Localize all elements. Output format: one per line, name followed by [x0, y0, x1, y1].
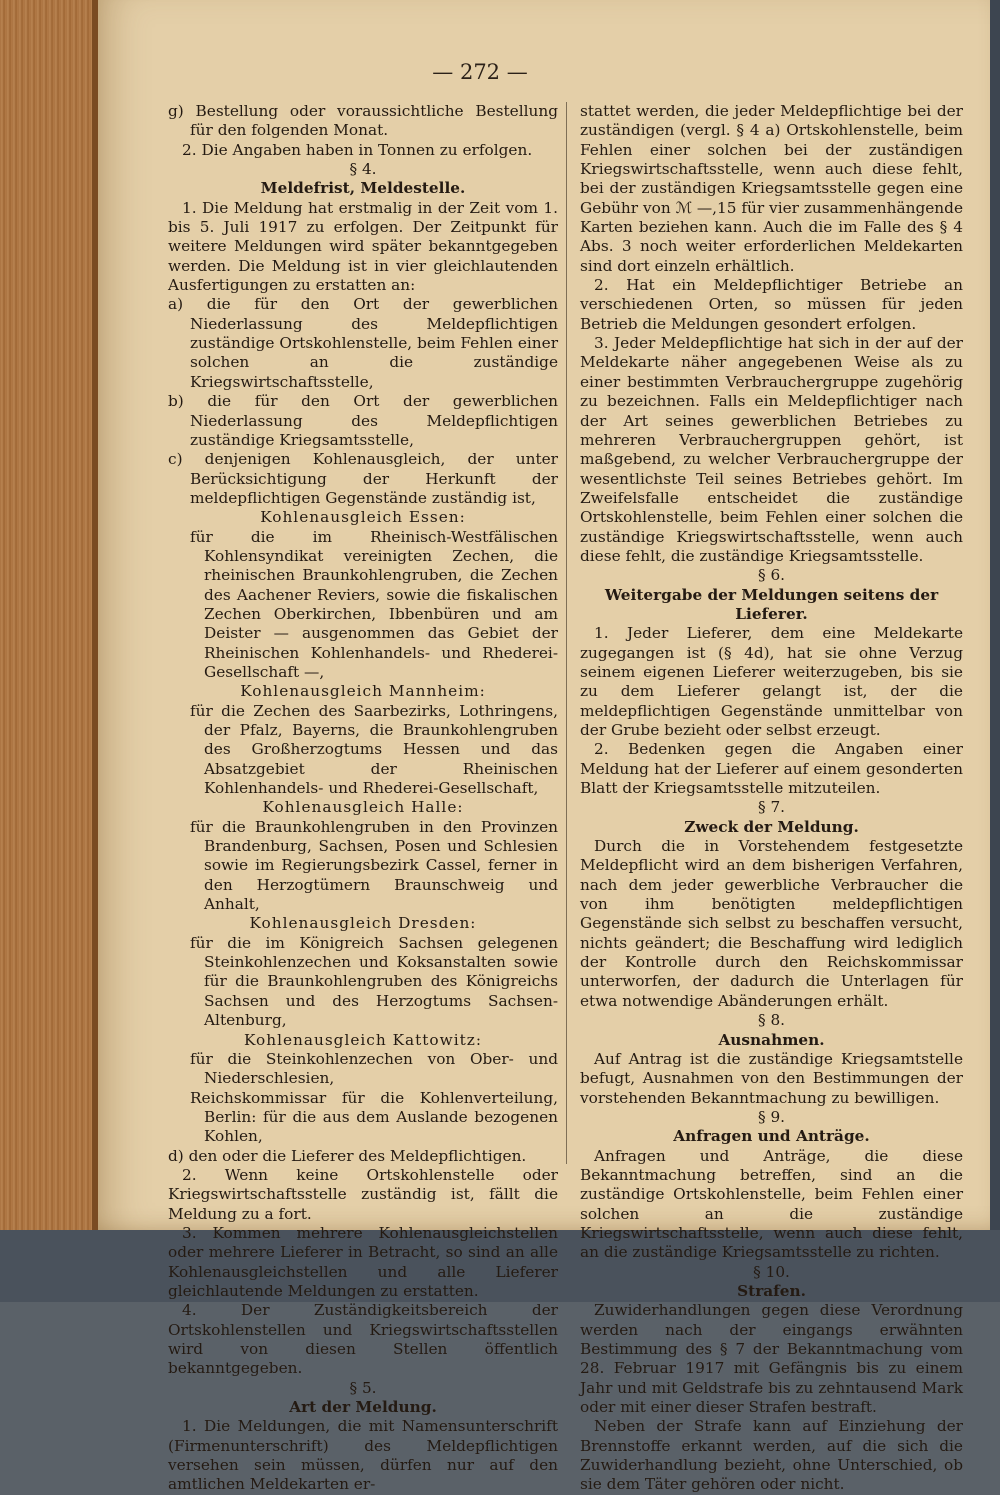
- paragraph: Durch die in Vorstehendem festgesetzte Meldepflicht wird an dem bisherigen Verfahren, nach dem jeder gewerbliche Verbraucher die von ihm benötigten meldepflichtigen Gegenstände sich selbst zu beschaffen versucht, nichts geändert; die Beschaffung wird lediglich der Kontrolle durch den Reichskommissar unterworfen, der dadurch die Unterlagen für etwa notwendige Abänderungen erhält.: [580, 837, 963, 1010]
- paragraph: Auf Antrag ist die zuständige Kriegsamtstelle befugt, Ausnahmen von den Bestimmungen der vorstehenden Bekanntmachung zu bewilligen.: [580, 1049, 963, 1107]
- section-number: § 5.: [349, 1378, 377, 1397]
- section-heading: Zweck der Meldung.: [684, 817, 859, 836]
- subheading: Kohlenausgleich Dresden:: [249, 914, 477, 933]
- paragraph: Anfragen und Anträge, die diese Bekanntmachung betreffen, sind an die zuständige Ortskohlenstelle, beim Fehlen einer solchen an die zuständige Kriegswirtschaftsstelle, wenn auch diese fehlt, an die zuständige Kriegsamtsstelle zu richten.: [580, 1146, 963, 1262]
- left-column: [168, 102, 558, 1495]
- section-number: § 7.: [757, 798, 786, 817]
- subheading: Kohlenausgleich Mannheim:: [240, 682, 486, 701]
- paragraph: 1. Die Meldungen, die mit Namensunterschrift (Firmenunterschrift) des Meldepflichtigen versehen sein müssen, dürfen nur auf den amtlichen Meldekarten er-: [168, 1417, 558, 1494]
- paragraph: 2. Bedenken gegen die Angaben einer Meldung hat der Lieferer auf einem gesonderten Blatt der Kriegsamtsstelle mitzuteilen.: [580, 740, 963, 798]
- section-heading: Meldefrist, Meldestelle.: [260, 179, 466, 198]
- book-edge: [0, 0, 98, 1302]
- paragraph: für die Steinkohlenzechen von Ober- und Niederschlesien,: [190, 1049, 558, 1088]
- subheading: Kohlenausgleich Essen:: [260, 508, 466, 527]
- section-number: § 9.: [757, 1107, 786, 1126]
- paragraph: 2. Hat ein Meldepflichtiger Betriebe an verschiedenen Orten, so müssen für jeden Betrieb die Meldungen gesondert erfolgen.: [580, 276, 963, 333]
- paragraph: für die im Rheinisch-Westfälischen Kohlensyndikat vereinigten Zechen, die rheinischen Braunkohlengruben, die Zechen des Aachener Reviers, sowie die fiskalischen Zechen Oberkirchen, Ibbenbüren und am Deister — ausgenommen das Gebiet der Rheinischen Kohlenhandels- und Rhederei-Gesellschaft —,: [190, 527, 558, 681]
- page-number: — 272 —: [432, 60, 528, 84]
- paragraph: für die Zechen des Saarbezirks, Lothringens, der Pfalz, Bayerns, die Braunkohlengruben des Großherzogtums Hessen und das Absatzgebiet der Rheinischen Kohlenhandels- und Rhederei-Gesellschaft,: [190, 701, 558, 798]
- paragraph: 1. Jeder Lieferer, dem eine Meldekarte zugegangen ist (§ 4d), hat sie ohne Verzug seinem eigenen Lieferer weiterzugeben, bis sie zu dem Lieferer gelangt ist, der die meldepflichtigen Gegenstände unmittelbar von der Grube bezieht oder selbst erzeugt.: [580, 624, 963, 739]
- section-number: § 4.: [349, 160, 377, 179]
- section-heading: Anfragen und Anträge.: [673, 1127, 870, 1146]
- section-heading: Weitergabe der Meldungen seitens der Lieferer.: [604, 585, 939, 623]
- section-number: § 8.: [757, 1011, 786, 1030]
- paragraph: Reichskommissar für die Kohlenverteilung, Berlin: für die aus dem Auslande bezogenen Kohlen,: [190, 1088, 558, 1146]
- paragraph: Zuwiderhandlungen gegen diese Verordnung werden nach der eingangs erwähnten Bestimmung des § 7 der Bekanntmachung vom 28. Februar 1917 mit Gefängnis bis zu einem Jahr und mit Geldstrafe bis zu zehntausend Mark oder mit einer dieser Strafen bestraft.: [580, 1301, 963, 1417]
- paragraph: 3. Jeder Meldepflichtige hat sich in der auf der Meldekarte näher angegebenen Weise als zu einer bestimmten Verbrauchergruppe zugehörig zu bezeichnen. Falls ein Meldepflichtiger nach der Art seines gewerblichen Betriebes zu mehreren Verbrauchergruppen gehört, ist maßgebend, zu welcher Verbrauchergruppe der wesentlichste Teil seines Betriebes gehört. Im Zweifelsfalle entscheidet die zuständige Ortskohlenstelle, beim Fehlen einer solchen die zuständige Kriegswirtschaftsstelle, wenn auch diese fehlt, die zuständige Kriegsamtsstelle.: [580, 334, 963, 565]
- list-item-b: b) die für den Ort der gewerblichen Niederlassung des Meldepflichtigen zuständige Kriegsamtsstelle,: [168, 392, 558, 449]
- paragraph: stattet werden, die jeder Meldepflichtige bei der zuständigen (vergl. § 4 a) Ortskohlenstelle, beim Fehlen einer solchen bei der zuständigen Kriegswirtschaftsstelle, wenn auch diese fehlt, bei der zuständigen Kriegsamtsstelle gegen eine Gebühr von ℳ —,15 für vier zusammenhängende Karten beziehen kann. Auch die im Falle des § 4 Abs. 3 noch weiter erforderlichen Meldekarten sind dort einzeln erhältlich.: [580, 102, 963, 275]
- right-column: [580, 102, 963, 1495]
- subheading: Kohlenausgleich Halle:: [262, 798, 464, 817]
- paragraph: 4. Der Zuständigkeitsbereich der Ortskohlenstellen und Kriegswirtschaftsstellen wird von diesen Stellen öffentlich bekanntgegeben.: [168, 1301, 558, 1378]
- section-number: § 10.: [753, 1262, 790, 1281]
- section-heading: Art der Meldung.: [289, 1398, 437, 1417]
- paragraph: Neben der Strafe kann auf Einziehung der Brennstoffe erkannt werden, auf die sich die Zuwiderhandlung bezieht, ohne Unterschied, ob sie dem Täter gehören oder nicht.: [580, 1417, 963, 1494]
- subheading: Kohlenausgleich Kattowitz:: [243, 1030, 482, 1049]
- section-heading: Ausnahmen.: [718, 1030, 825, 1049]
- column-divider: [566, 102, 567, 1164]
- paragraph: für die im Königreich Sachsen gelegenen Steinkohlenzechen und Koksanstalten sowie für die Braunkohlengruben des Königreichs Sachsen und des Herzogtums Sachsen-Altenburg,: [190, 933, 558, 1030]
- section-heading: Strafen.: [737, 1281, 806, 1300]
- list-item-c: c) denjenigen Kohlenausgleich, der unter Berücksichtigung der Herkunft der meldepflichtigen Gegenstände zuständig ist,: [168, 450, 558, 507]
- paragraph: für die Braunkohlengruben in den Provinzen Brandenburg, Sachsen, Posen und Schlesien sowie im Regierungsbezirk Cassel, ferner in den Herzogtümern Braunschweig und Anhalt,: [190, 817, 558, 914]
- list-item-d: d) den oder die Lieferer des Meldepflichtigen.: [168, 1146, 527, 1165]
- paragraph: 2. Die Angaben haben in Tonnen zu erfolgen.: [182, 140, 533, 159]
- paragraph: 2. Wenn keine Ortskohlenstelle oder Kriegswirtschaftsstelle zuständig ist, fällt die Meldung zu a fort.: [168, 1165, 558, 1223]
- section-number: § 6.: [757, 566, 786, 585]
- paragraph: 1. Die Meldung hat erstmalig in der Zeit vom 1. bis 5. Juli 1917 zu erfolgen. Der Zeitpunkt für weitere Meldungen wird später bekanntgegeben werden. Die Meldung ist in vier gleichlautenden Ausfertigungen zu erstatten an:: [168, 198, 558, 295]
- list-item-g: g) Bestellung oder voraussichtliche Bestellung für den folgenden Monat.: [168, 102, 558, 140]
- paragraph: 3. Kommen mehrere Kohlenausgleichstellen oder mehrere Lieferer in Betracht, so sind an alle Kohlenausgleichstellen und alle Lieferer gleichlautende Meldungen zu erstatten.: [168, 1223, 558, 1300]
- list-item-a: a) die für den Ort der gewerblichen Niederlassung des Meldepflichtigen zuständige Ortskohlenstelle, beim Fehlen einer solchen an die zuständige Kriegswirtschaftsstelle,: [168, 295, 558, 391]
